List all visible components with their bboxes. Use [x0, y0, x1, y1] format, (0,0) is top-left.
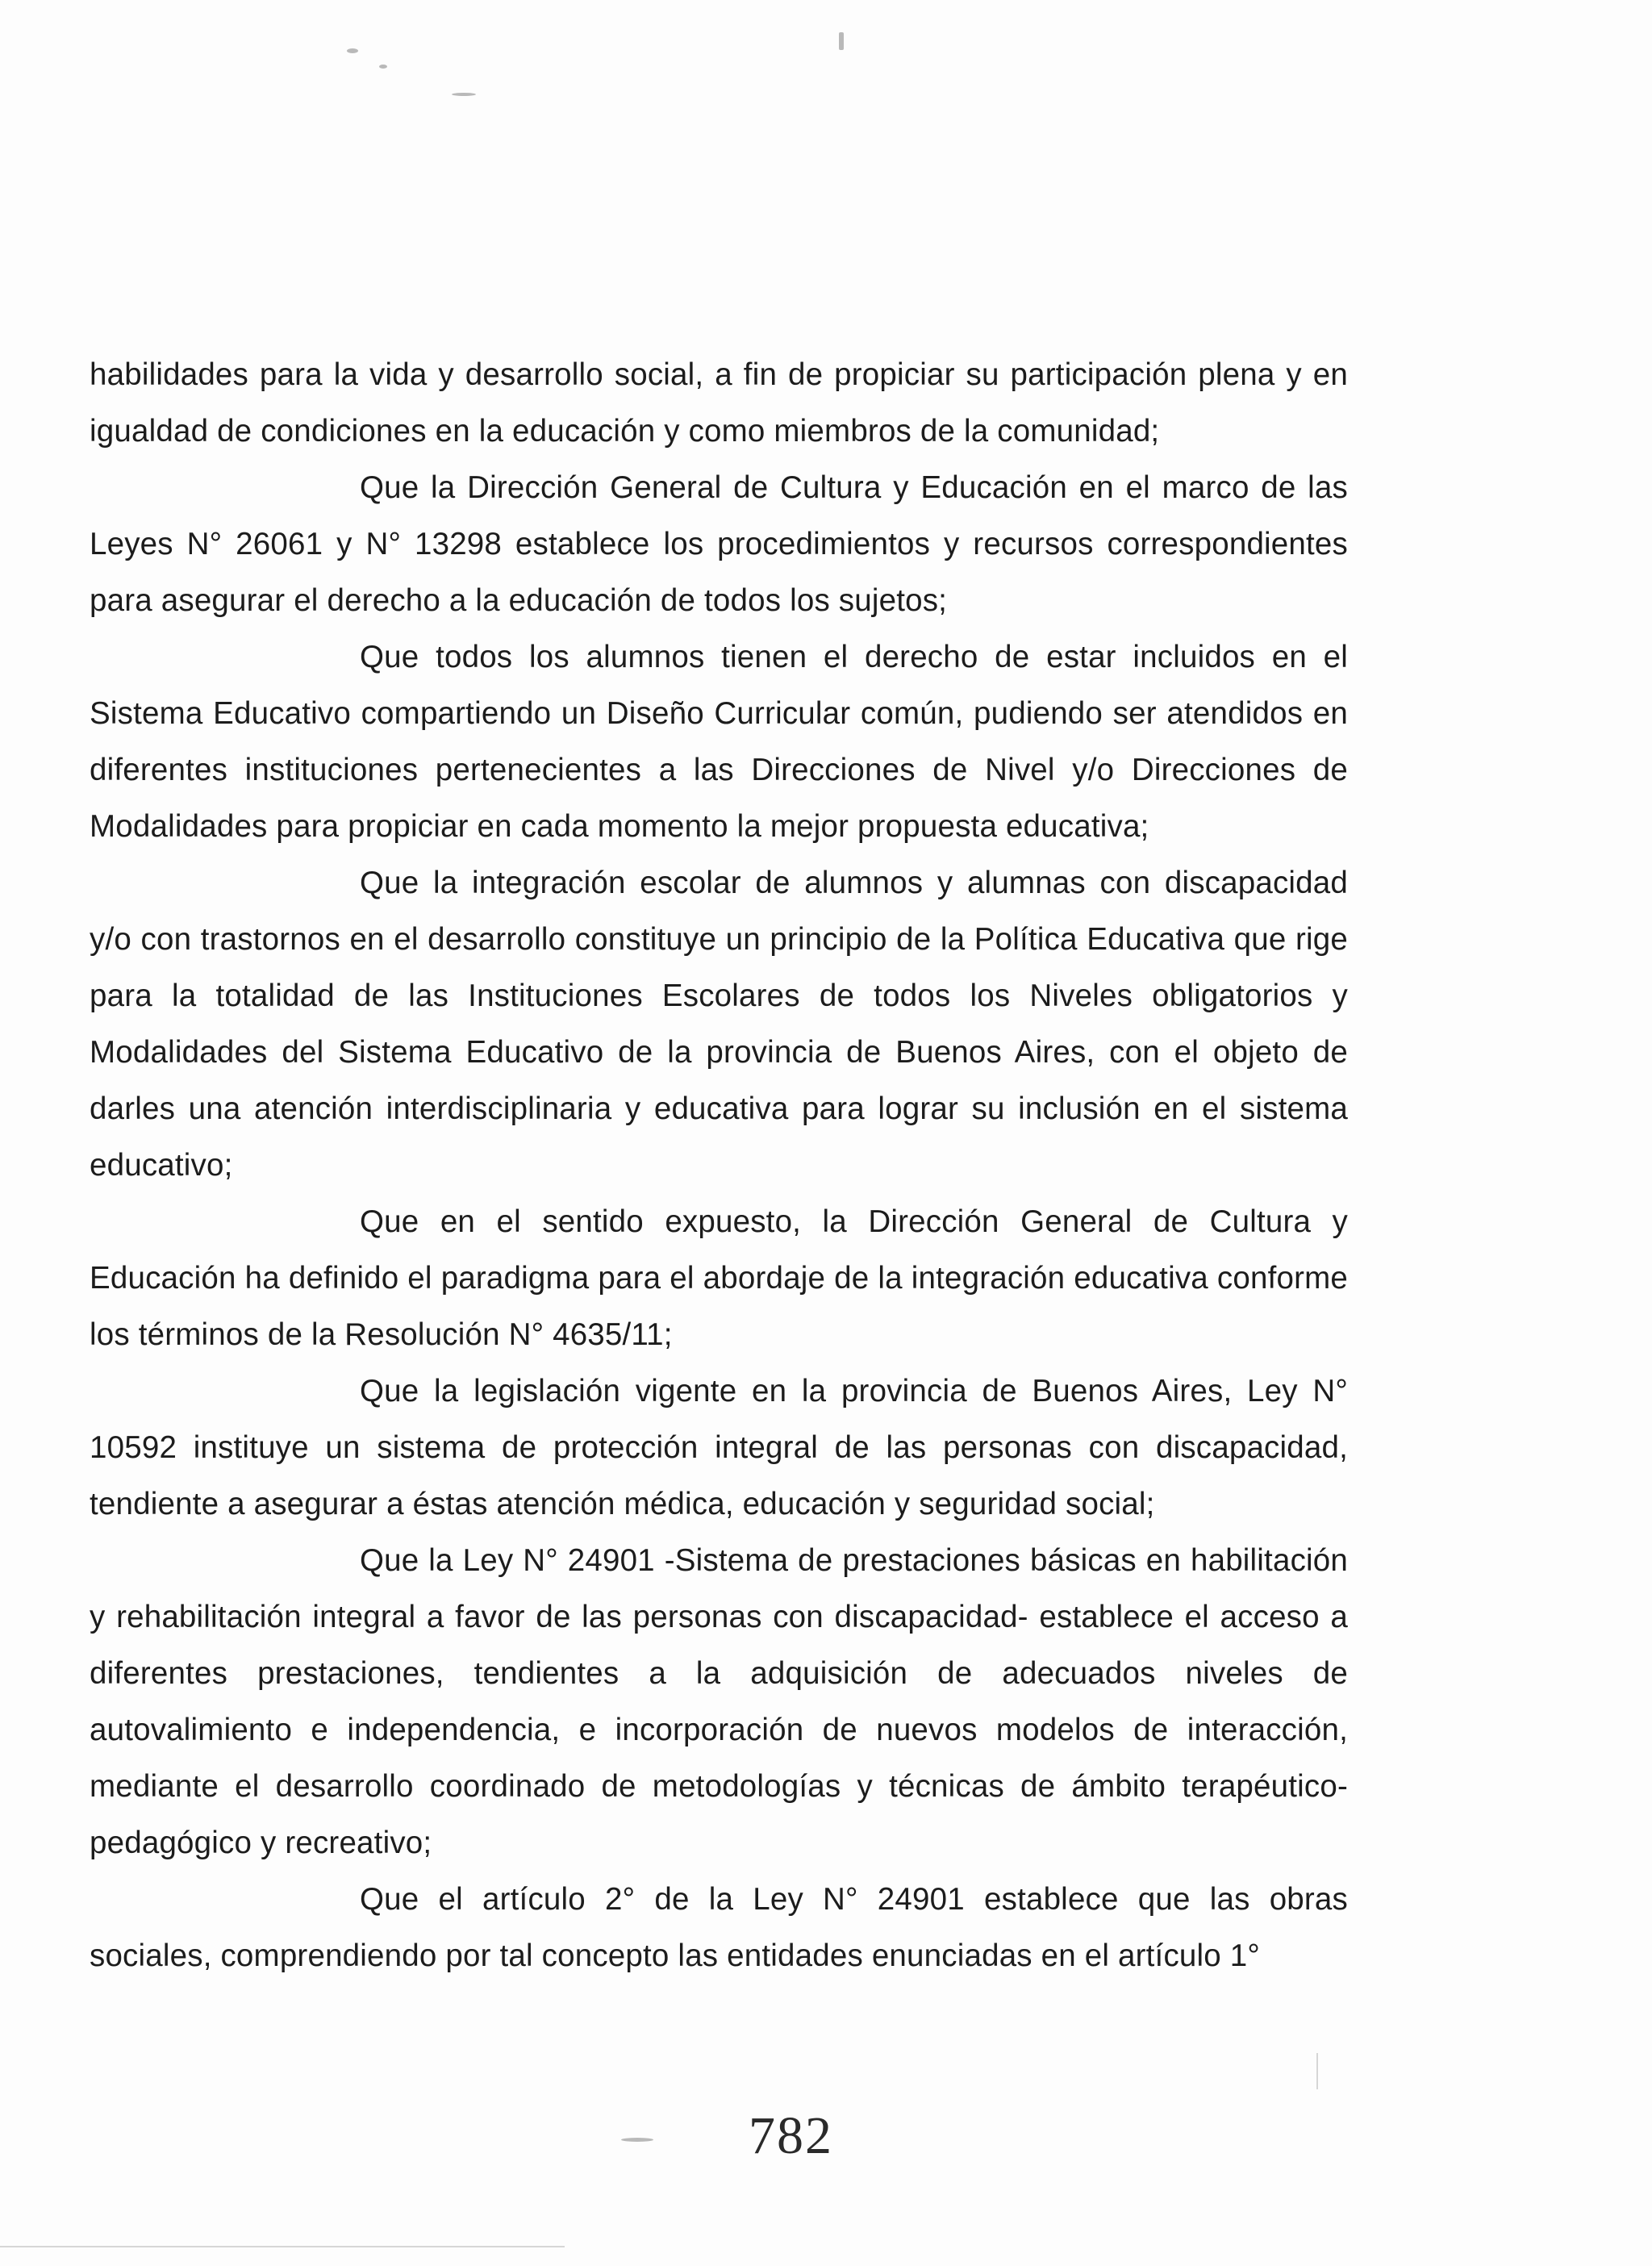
- paragraph: Que la Dirección General de Cultura y Educación en el marco de las Leyes N° 26061 y N° 13298 establece los procedimientos y recursos correspondientes para asegurar el derecho a la educación de todos los sujetos;: [90, 470, 1348, 618]
- scan-speck: [347, 48, 358, 53]
- scan-speck: [839, 32, 844, 50]
- scan-speck: [379, 65, 387, 69]
- paragraph: Que la Ley N° 24901 -Sistema de prestaciones básicas en habilitación y rehabilitación integral a favor de las personas con discapacidad- establece el acceso a diferentes prestaciones, tendientes a la adquisición de adecuados niveles de autovalimiento e independencia, e incorporación de nuevos modelos de interacción, mediante el desarrollo coordinado de metodologías y técnicas de ámbito terapéutico-pedagógico y recreativo;: [90, 1543, 1348, 1860]
- paragraph: habilidades para la vida y desarrollo social, a fin de propiciar su participación plena y en igualdad de condiciones en la educación y como miembros de la comunidad;: [90, 357, 1348, 449]
- paragraph: Que en el sentido expuesto, la Dirección General de Cultura y Educación ha definido el paradigma para el abordaje de la integración educativa conforme los términos de la Resolución N° 4635/11;: [90, 1204, 1348, 1352]
- scan-edge-line: [0, 2246, 565, 2247]
- scan-speck: [621, 2138, 653, 2142]
- page-number: 782: [749, 2106, 833, 2165]
- paragraph: Que todos los alumnos tienen el derecho de estar incluidos en el Sistema Educativo compartiendo un Diseño Curricular común, pudiendo ser atendidos en diferentes instituciones pertenecientes a las Direcciones de Nivel y/o Direcciones de Modalidades para propiciar en cada momento la mejor propuesta educativa;: [90, 640, 1348, 844]
- paragraph: Que el artículo 2° de la Ley N° 24901 establece que las obras sociales, comprendiendo por tal concepto las entidades enunciadas en el artículo 1°: [90, 1882, 1348, 1973]
- scan-edge-line: [1316, 2053, 1318, 2089]
- paragraph: Que la legislación vigente en la provincia de Buenos Aires, Ley N° 10592 instituye un sistema de protección integral de las personas con discapacidad, tendiente a asegurar a éstas atención médica, educación y seguridad social;: [90, 1374, 1348, 1521]
- document-body: [90, 347, 1348, 1984]
- paragraph: Que la integración escolar de alumnos y alumnas con discapacidad y/o con trastornos en el desarrollo constituye un principio de la Política Educativa que rige para la totalidad de las Instituciones Escolares de todos los Niveles obligatorios y Modalidades del Sistema Educativo de la provincia de Buenos Aires, con el objeto de darles una atención interdisciplinaria y educativa para lograr su inclusión en el sistema educativo;: [90, 866, 1348, 1183]
- scan-speck: [452, 93, 476, 96]
